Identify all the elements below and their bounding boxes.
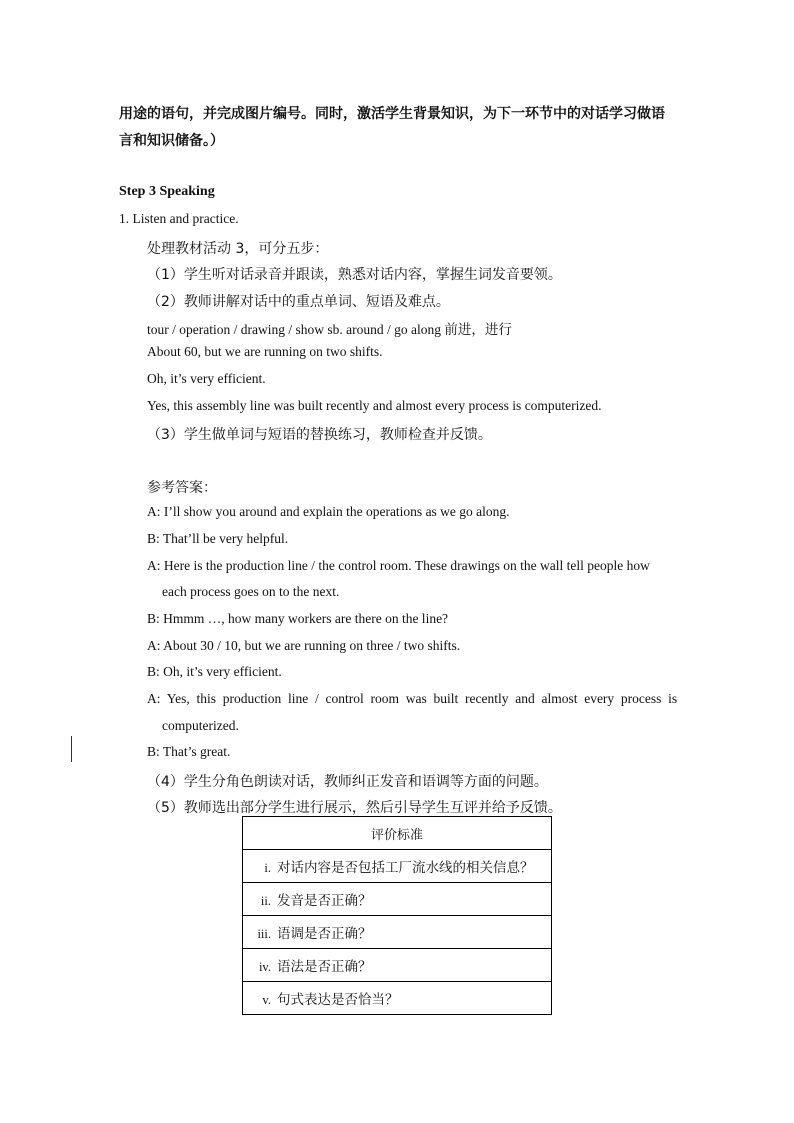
- dialogue-line: B: That’ll be very helpful.: [147, 531, 289, 546]
- table-row: [243, 982, 552, 1015]
- dialogue-line-continued: each process goes on to the next.: [162, 584, 340, 599]
- process-step-1: （1）学生听对话录音并跟读，熟悉对话内容，掌握生词发音要领。: [147, 267, 562, 283]
- task-heading: 1. Listen and practice.: [119, 211, 239, 226]
- example-sentence-1: About 60, but we are running on two shifts.: [147, 344, 383, 359]
- row-text: 对话内容是否包括工厂流水线的相关信息？: [277, 860, 534, 876]
- evaluation-table: [242, 816, 552, 1015]
- dialogue-line: A: About 30 / 10, but we are running on three / two shifts.: [147, 638, 461, 653]
- row-text: 语法是否正确？: [277, 959, 372, 975]
- table-header: 评价标准: [243, 817, 552, 850]
- intro-line-1: 用途的语句，并完成图片编号。同时，激活学生背景知识，为下一环节中的对话学习做语: [119, 106, 665, 122]
- row-number: i.: [264, 861, 271, 875]
- process-step-4: （4）学生分角色朗读对话，教师纠正发音和语调等方面的问题。: [147, 774, 548, 790]
- dialogue-line: B: That’s great.: [147, 744, 231, 759]
- process-intro: 处理教材活动 3，可分五步：: [147, 241, 329, 257]
- example-sentence-2: Oh, it’s very efficient.: [147, 371, 266, 386]
- table-cell: [243, 982, 552, 1015]
- table-row: [243, 916, 552, 949]
- table-cell: [243, 916, 552, 949]
- dialogue-line: A: I’ll show you around and explain the operations as we go along.: [147, 504, 510, 519]
- table-row: [243, 850, 552, 883]
- table-cell: [243, 850, 552, 883]
- table-row: [243, 949, 552, 982]
- vocab-line: tour / operation / drawing / show sb. around / go along 前进，进行: [147, 322, 512, 337]
- process-step-2: （2）教师讲解对话中的重点单词、短语及难点。: [147, 294, 450, 310]
- text-cursor: [71, 736, 72, 762]
- row-text: 语调是否正确？: [277, 926, 372, 942]
- table-row: [243, 883, 552, 916]
- process-step-5: （5）教师选出部分学生进行展示，然后引导学生互评并给予反馈。: [147, 800, 562, 816]
- dialogue-line-continued: computerized.: [162, 718, 239, 733]
- dialogue-line: A: Here is the production line / the control room. These drawings on the wall tell people how: [147, 558, 650, 573]
- row-number: iii.: [257, 927, 271, 941]
- row-text: 发音是否正确？: [277, 893, 372, 909]
- step-heading: Step 3 Speaking: [119, 184, 215, 199]
- example-sentence-3: Yes, this assembly line was built recently and almost every process is computerized.: [147, 398, 602, 413]
- table-cell: [243, 883, 552, 916]
- row-number: iv.: [258, 960, 271, 974]
- row-number: ii.: [260, 894, 271, 908]
- answer-title: 参考答案：: [147, 480, 217, 496]
- process-step-3: （3）学生做单词与短语的替换练习，教师检查并反馈。: [147, 427, 492, 443]
- row-text: 句式表达是否恰当？: [277, 992, 399, 1008]
- dialogue-line: B: Oh, it’s very efficient.: [147, 664, 282, 679]
- dialogue-line: B: Hmmm …, how many workers are there on the line?: [147, 611, 449, 626]
- dialogue-line: A: Yes, this production line / control room was built recently and almost every process is: [147, 691, 678, 706]
- table-cell: [243, 949, 552, 982]
- intro-line-2: 言和知识储备。）: [119, 133, 224, 149]
- row-number: v.: [262, 993, 271, 1007]
